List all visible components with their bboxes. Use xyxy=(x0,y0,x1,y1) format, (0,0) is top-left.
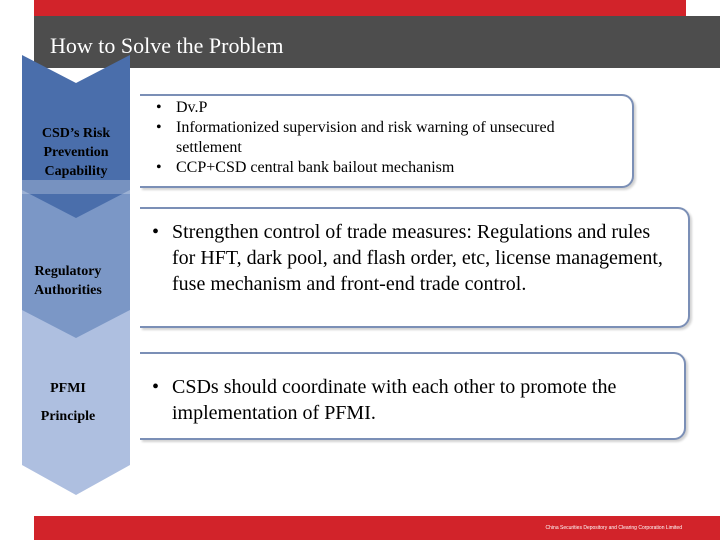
bullet-item: • Informationized supervision and risk warning of unsecured settlement xyxy=(156,118,586,158)
category-pfmi-label: PFMI xyxy=(50,381,86,396)
page-title: How to Solve the Problem xyxy=(50,33,284,58)
footer-bar xyxy=(34,516,720,540)
category-csd-risk-prevention: CSD’s Risk Prevention Capability xyxy=(41,126,111,179)
bullet-list xyxy=(152,219,677,297)
section-box-pfmi xyxy=(140,352,686,440)
bullet-list xyxy=(156,98,586,178)
category-regulatory-authorities: Regulatory Authorities xyxy=(34,264,102,298)
bullet-list xyxy=(152,374,677,426)
bullet-item: • Strengthen control of trade measures: Regulations and rules for HFT, dark pool, and flash order, etc, license management, fuse mechanism and front-end trade control. xyxy=(152,219,677,297)
bullet-item: • CCP+CSD central bank bailout mechanism xyxy=(156,158,586,178)
category-principle-label: Principle xyxy=(40,409,96,424)
section-box-regulatory xyxy=(140,207,690,328)
section-box-risk-prevention xyxy=(140,94,634,188)
footer-company-name: China Securities Depository and Clearing Corporation Limited xyxy=(545,525,682,531)
process-chevrons xyxy=(0,0,160,510)
category-pfmi-principle xyxy=(18,375,118,431)
bullet-item: • CSDs should coordinate with each other to promote the implementation of PFMI. xyxy=(152,374,677,426)
bullet-item: • Dv.P xyxy=(156,98,586,118)
